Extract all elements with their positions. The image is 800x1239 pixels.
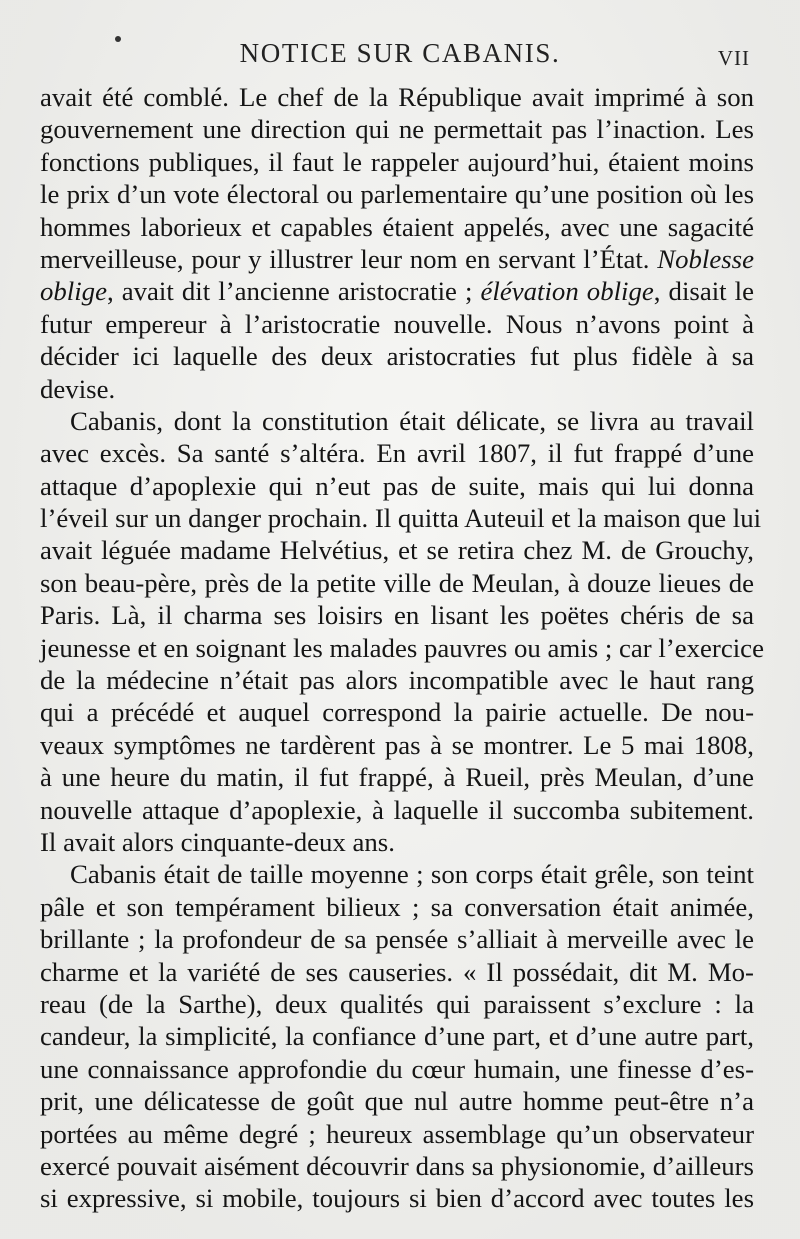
text-line: Cabanis, dont la constitution était délicate, se livra au travail [70, 405, 754, 436]
text-line: exercé pouvait aisément découvrir dans sa physionomie, d’ailleurs [40, 1150, 754, 1181]
text-line [40, 243, 754, 275]
text-line: l’éveil sur un danger prochain. Il quitta Auteuil et la maison que lui [40, 503, 762, 534]
text-line: brillante ; la profondeur de sa pensée s’alliait à merveille avec le [40, 924, 754, 955]
text-line: charme et la variété de ses causeries. « Il possédait, dit M. Mo- [40, 956, 754, 987]
text-segment: merveilleuse, pour y illustrer leur nom en servant l’État. [40, 243, 650, 274]
text-line: Il avait alors cinquante-deux ans. [40, 826, 395, 857]
text-line: attaque d’apoplexie qui n’eut pas de suite, mais qui lui donna [40, 470, 754, 501]
italic-phrase: Noblesse [657, 243, 754, 274]
text-line: avait léguée madame Helvétius, et se retira chez M. de Grouchy, [40, 535, 754, 566]
text-line: Paris. Là, il charma ses loisirs en lisant les poëtes chéris de sa [40, 600, 754, 631]
text-segment: , avait dit l’ancienne aristocratie ; [106, 276, 473, 307]
running-title: NOTICE SUR CABANIS. [239, 38, 561, 68]
text-line: une connaissance approfondie du cœur humain, une finesse d’es- [40, 1053, 754, 1084]
text-line: Cabanis était de taille moyenne ; son corps était grêle, son teint [70, 859, 754, 890]
text-line: de la médecine n’était pas alors incompatible avec le haut rang [40, 665, 754, 696]
text-line: à une heure du matin, il fut frappé, à Rueil, près Meulan, d’une [40, 762, 754, 793]
body-text [40, 81, 764, 1215]
text-line: qui a précédé et auquel correspond la pairie actuelle. De nou- [40, 697, 754, 728]
text-line: jeunesse et en soignant les malades pauvres ou amis ; car l’exercice [40, 632, 764, 663]
text-line: avait été comblé. Le chef de la République avait imprimé à son [40, 82, 754, 112]
text-line: gouvernement une direction qui ne permettait pas l’inaction. Les [40, 114, 754, 145]
text-line: devise. [40, 373, 116, 404]
text-line: candeur, la simplicité, la confiance d’une part, et d’une autre part, [40, 1021, 754, 1052]
italic-phrase: élévation oblige [480, 276, 654, 307]
text-line: décider ici laquelle des deux aristocraties fut plus fidèle à sa [40, 341, 754, 372]
text-line: pâle et son tempérament bilieux ; sa conversation était animée, [40, 891, 754, 922]
text-line: veaux symptômes ne tardèrent pas à se montrer. Le 5 mai 1808, [40, 729, 754, 760]
text-line: nouvelle attaque d’apoplexie, à laquelle il succomba subitement. [40, 794, 754, 825]
text-line: hommes laborieux et capables étaient appelés, avec une sagacité [40, 211, 754, 242]
text-line: futur empereur à l’aristocratie nouvelle. Nous n’avons point à [40, 308, 754, 339]
text-line: avec excès. Sa santé s’altéra. En avril 1807, il fut frappé d’une [40, 438, 754, 469]
text-line: fonctions publiques, il faut le rappeler aujourd’hui, étaient moins [40, 146, 754, 177]
page-header [0, 36, 800, 76]
text-segment: , disait le [653, 276, 755, 307]
text-line: portées au même degré ; heureux assemblage qu’un observateur [40, 1118, 754, 1149]
text-line: son beau-père, près de la petite ville de Meulan, à douze lieues de [40, 567, 754, 598]
text-line [40, 275, 754, 307]
text-line: reau (de la Sarthe), deux qualités qui paraissent s’exclure : la [40, 988, 754, 1019]
text-line: le prix d’un vote électoral ou parlementaire qu’une position où les [40, 179, 754, 210]
italic-phrase: oblige [40, 276, 107, 307]
text-line: si expressive, si mobile, toujours si bien d’accord avec toutes les [40, 1183, 754, 1214]
text-line: prit, une délicatesse de goût que nul autre homme peut-être n’a [40, 1086, 754, 1117]
page-number: VII [717, 46, 750, 70]
